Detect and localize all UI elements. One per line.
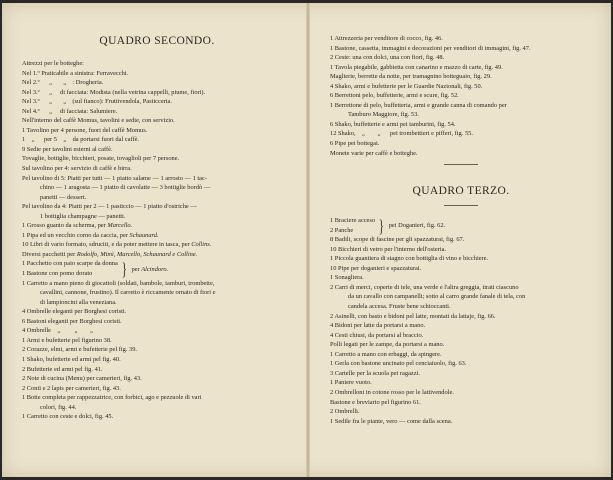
text-line: 2 Ombrelloni in cotone rosso per le lattivendole. xyxy=(330,388,454,396)
text-line: Diversi pacchetti per Rodolfo, Mimì, Marcello, Schaunard e Colline. xyxy=(22,250,198,258)
text-line: Maglierie, berrette da notte, per tramagnino botteguaio, fig. 29. xyxy=(330,73,492,81)
text-line: da un cavallo con campanelli; sotto al carro grande fanale di tela, con xyxy=(348,293,526,301)
text-line: 1 Armi e bufetterie pel figurino 38. xyxy=(22,336,112,344)
text-line: 1 Sedile fra le piante, vero — come dalla scena. xyxy=(330,417,453,425)
text-line: Pel tavolino di 5: Piatti per tutti — 1 piatto salame — 1 arrosto — 1 tac- xyxy=(22,174,207,182)
text-line: 1 bottiglia champagne — panetti. xyxy=(40,212,126,220)
text-line: Pel tavolino da 4: Piatti per 2 — 1 pasticcio — 1 piatto d'ostriche — xyxy=(22,203,197,211)
text-line: 4 Ombrelle „ „ „ xyxy=(22,327,93,335)
text-line: 6 Berrettoni pelo, buffetterie, armi e scure, fig. 52. xyxy=(330,92,459,100)
text-line: 4 Cesti chiusi, da portarsi al braccio. xyxy=(330,331,424,339)
text-line: Tovaglie, bottiglie, bicchieri, posate, tovaglioli per 7 persone. xyxy=(22,155,180,163)
text-line: 4 Ombrelle eleganti per Borghesi coristi. xyxy=(22,308,127,316)
text-line: Nel 4.º „ di facciata: Salumiere. xyxy=(22,107,118,115)
text-line: panetti — dessert. xyxy=(40,193,87,201)
text-line: Polli legati per le zampe, da portarsi a mano. xyxy=(330,341,445,349)
quadro-terzo-heading: QUADRO TERZO. xyxy=(412,185,510,198)
text-line: 4 Shako, armi e bufetterie per le Guardie Nazionali, fig. 50. xyxy=(330,82,483,90)
text-line: 1 Carretto a mano con erbaggi, da spingere. xyxy=(330,350,442,358)
section-divider xyxy=(444,164,478,165)
text-line: 3 Cartelle per la scuola pei ragazzi. xyxy=(330,369,420,377)
text-line: 10 Libri di vario formato, sdruciti, e da poter mettere in tasca, per Collins. xyxy=(22,241,212,249)
left-page xyxy=(22,3,292,422)
brace-group xyxy=(330,216,592,235)
text-line: Attrezzi per le botteghe: xyxy=(22,60,84,67)
text-line: 6 Pipe pei bottegai. xyxy=(330,140,380,148)
text-line: 1 Pacchetto con paio scarpe da donna xyxy=(22,260,118,268)
text-line: di lampioncini alla veneziana. xyxy=(40,298,117,306)
text-line: 2 Ombrelli. xyxy=(330,408,360,416)
text-line: 1 Braciere acceso xyxy=(330,217,376,225)
text-line: 1 Bastone con pomo dorato xyxy=(22,270,93,278)
text-line: 4 Bidoni per latte da portarsi a mano. xyxy=(330,322,426,330)
text-line: 8 Badili, scope di fascine per gli spazzaturai, fig. 67. xyxy=(330,236,465,244)
text-line: Nel 1.º Praticabile a sinistra: Ferravecchi. xyxy=(22,69,129,77)
brace-label: per Alcindoro. xyxy=(131,265,169,273)
text-line: 1 Botte completa per rappezzatrice, con forbici, ago e pezzuole di vari xyxy=(22,394,202,402)
text-line: 2 Bufetterie ed armi pel fig. 41. xyxy=(22,365,103,373)
text-line: 10 Pipe per doganieri e spazzaturai. xyxy=(330,264,422,272)
brace-label: pei Doganieri, fig. 62. xyxy=(388,222,446,230)
right-page xyxy=(330,3,592,426)
text-line: 6 Shako, buffetterie e armi pei tamburini, fig. 54. xyxy=(330,120,456,128)
text-line: Nel 2.º „ „ : Drogheria. xyxy=(22,79,104,87)
text-line: 2 Note di cucina (Menu) per camerieri, fig. 43. xyxy=(22,375,142,383)
brace-icon: } xyxy=(378,215,384,236)
text-line: 1 Piccola guantiera di stagno con bottiglia di vino e bicchiere. xyxy=(330,255,489,263)
text-line: 1 Carretto a mano pieno di giocattoli (soldati, bambole, tamburi, trombette, xyxy=(22,279,215,287)
book-spread xyxy=(2,3,611,477)
text-line: Nel 3.º „ „ (sul fianco): Fruttivendola, Pasticceria. xyxy=(22,98,172,106)
brace-icon: } xyxy=(121,259,127,280)
text-line: Sul tavolino per 4: servizio di caffè e birra. xyxy=(22,165,132,173)
text-line: Nell'interno del caffè Momus, tavolini e sedie, con servizio. xyxy=(22,117,175,125)
text-line: 2 Carri di merci, coperte di tele, una verde e l'altra greggia, tirati ciascuno xyxy=(330,283,519,291)
text-line: 12 Shako, „ „ pei trombettieri e pifferi, fig. 55. xyxy=(330,130,473,138)
text-line: 1 Gerla con bastone uncinato pel cenciaiuolo, fig. 63. xyxy=(330,360,467,368)
text-line: 1 Bastone, cassetta, immagini e decorazioni per venditori di immagini, fig. 47. xyxy=(330,44,531,52)
text-line: 1 Shako, bufetterie ed armi pel fig. 40. xyxy=(22,355,121,363)
text-line: 1 „ per 5 „ da portarsi fuori dal caffè. xyxy=(22,136,140,144)
quadro-secondo-heading: QUADRO SECONDO. xyxy=(99,35,215,47)
text-line: 1 Attrezzeria per venditore di cocco, fig. 46. xyxy=(330,35,443,42)
text-line: 9 Sedie per tavolini esterni al caffè. xyxy=(22,145,113,153)
text-line: 1 Grosso guanto da scherma, per Marcello. xyxy=(22,222,133,230)
text-line: candela accesa. Fruste bene schioccanti. xyxy=(348,303,451,311)
text-line: 6 Bastoni eleganti per Borghesi coristi. xyxy=(22,317,122,325)
text-line: 2 Ceste: una con dolci, una con fiori, fig. 48. xyxy=(330,54,445,62)
text-line: Bastone e breviario pel figurino 61. xyxy=(330,398,421,406)
text-line: 1 Tavola piegabile, gabbietta con canarino e mazzo di carte, fig. 49. xyxy=(330,63,503,71)
text-line: Monete varie per caffè e botteghe. xyxy=(330,149,418,157)
section-divider xyxy=(444,205,478,206)
text-line: 2 Panche xyxy=(330,226,354,234)
text-line: 1 Berrettone di pelo, buffetteria, armi e grande canna di comando per xyxy=(330,101,507,109)
book-gutter xyxy=(306,3,310,477)
text-line: 1 Paniere vuoto. xyxy=(330,379,372,387)
text-line: 2 Conti e 2 lapis per camerieri, fig. 43. xyxy=(22,384,121,392)
text-line: chino — 1 aragosta — 1 piatto di cavolatte — 3 bottiglie bordò — xyxy=(40,184,211,192)
text-line: 1 Sonagliera. xyxy=(330,274,364,282)
text-line: colori, fig. 44. xyxy=(40,403,77,411)
text-line: Tamburo Maggiore, fig. 53. xyxy=(348,111,419,119)
text-line: 10 Bicchieri di vetro per l'interno dell'osteria. xyxy=(330,245,447,253)
text-line: 2 Corazze, elmi, armi e bufetterie pel fig. 39. xyxy=(22,346,137,354)
text-line: 1 Tavolino per 4 persone, fuori del caffè Momus. xyxy=(22,126,148,134)
text-line: 1 Carretto con ceste e dolci, fig. 45. xyxy=(22,413,114,421)
text-line: 1 Pipa ed un vecchio corno da caccia, per Schaunard. xyxy=(22,231,159,239)
text-line: cavallini, cannone, frustino). Il carretto è riccamente ornato di fiori e xyxy=(40,289,216,297)
text-line: Nel 3.º „ di facciata: Modista (nella vetrina cappelli, piume, fiori). xyxy=(22,88,206,96)
brace-group xyxy=(22,259,292,278)
text-line: 2 Asinelli, con basto e bidoni pel latte, montati da lattaje, fig. 66. xyxy=(330,312,496,320)
